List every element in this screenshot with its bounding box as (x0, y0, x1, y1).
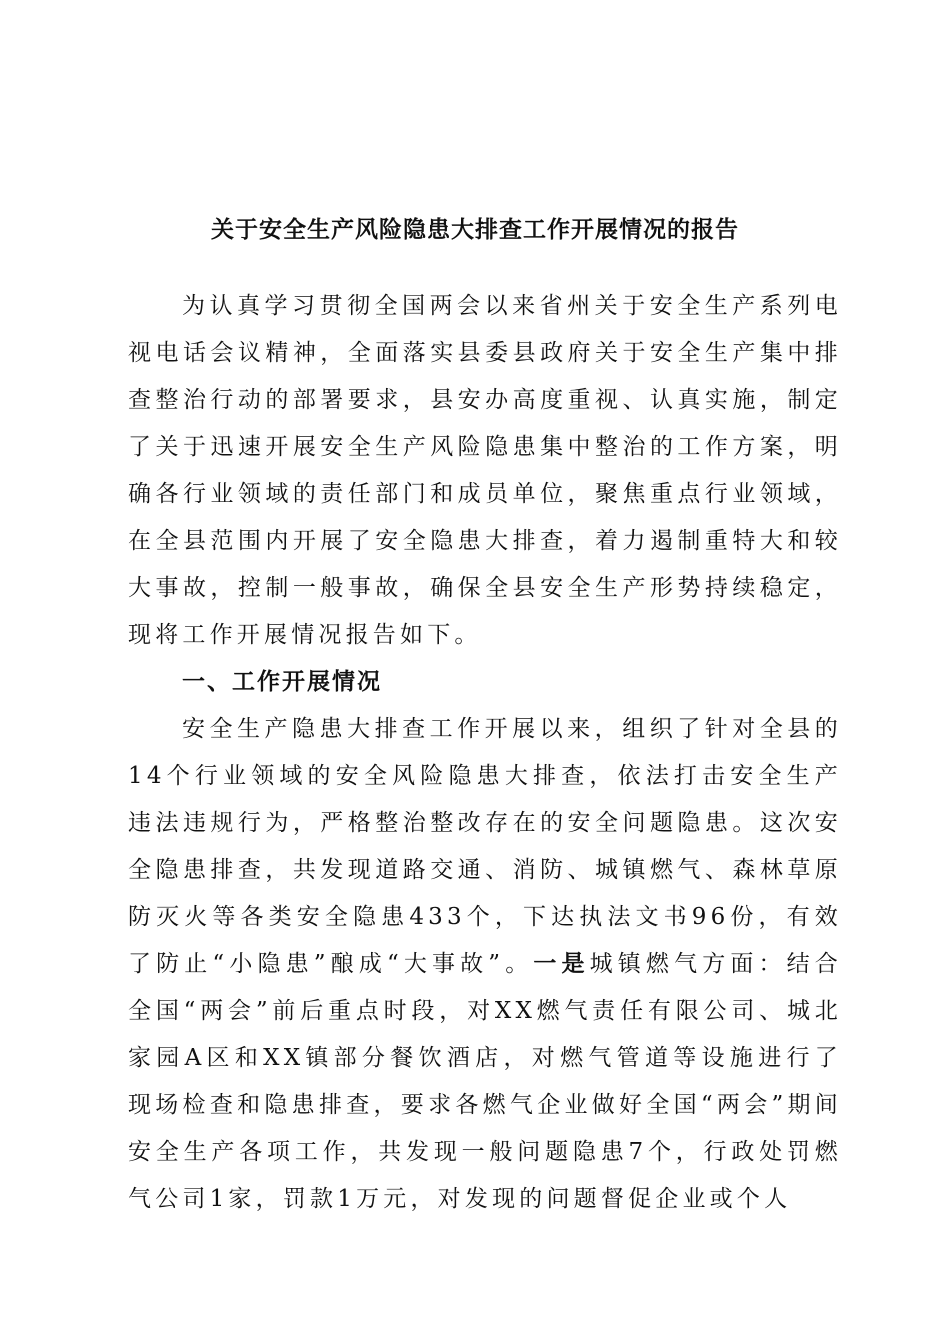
section-1-paragraph-part2: 城镇燃气方面：结合全国“两会”前后重点时段，对XX燃气责任有限公司、城北家园A区和XX镇部分餐饮酒店，对燃气管道等设施进行了现场检查和隐患排查，要求各燃气企业做好全国“两会”期间安全生产各项工作，共发现一般问题隐患7个，行政处罚燃气公司1家，罚款1万元，对发现的问题督促企业或个人 (128, 951, 842, 1212)
section-1-paragraph-part1: 安全生产隐患大排查工作开展以来，组织了针对全县的14个行业领域的安全风险隐患大排查，依法打击安全生产违法违规行为，严格整治整改存在的安全问题隐患。这次安全隐患排查，共发现道路交通、消防、城镇燃气、森林草原防灭火等各类安全隐患433个，下达执法文书96份，有效了防止“小隐患”酿成“大事故”。 (128, 716, 842, 977)
document-body (128, 283, 842, 1223)
document-title: 关于安全生产风险隐患大排查工作开展情况的报告 (211, 217, 739, 243)
intro-paragraph: 为认真学习贯彻全国两会以来省州关于安全生产系列电视电话会议精神，全面落实县委县政府关于安全生产集中排查整治行动的部署要求，县安办高度重视、认真实施，制定了关于迅速开展安全生产风险隐患集中整治的工作方案，明确各行业领域的责任部门和成员单位，聚焦重点行业领域，在全县范围内开展了安全隐患大排查，着力遏制重特大和较大事故，控制一般事故，确保全县安全生产形势持续稳定，现将工作开展情况报告如下。 (128, 293, 842, 648)
section-heading-work-progress: 一、工作开展情况 (182, 669, 382, 695)
bold-lead-first: 一是 (533, 951, 590, 977)
section-1-paragraph (128, 706, 842, 1223)
